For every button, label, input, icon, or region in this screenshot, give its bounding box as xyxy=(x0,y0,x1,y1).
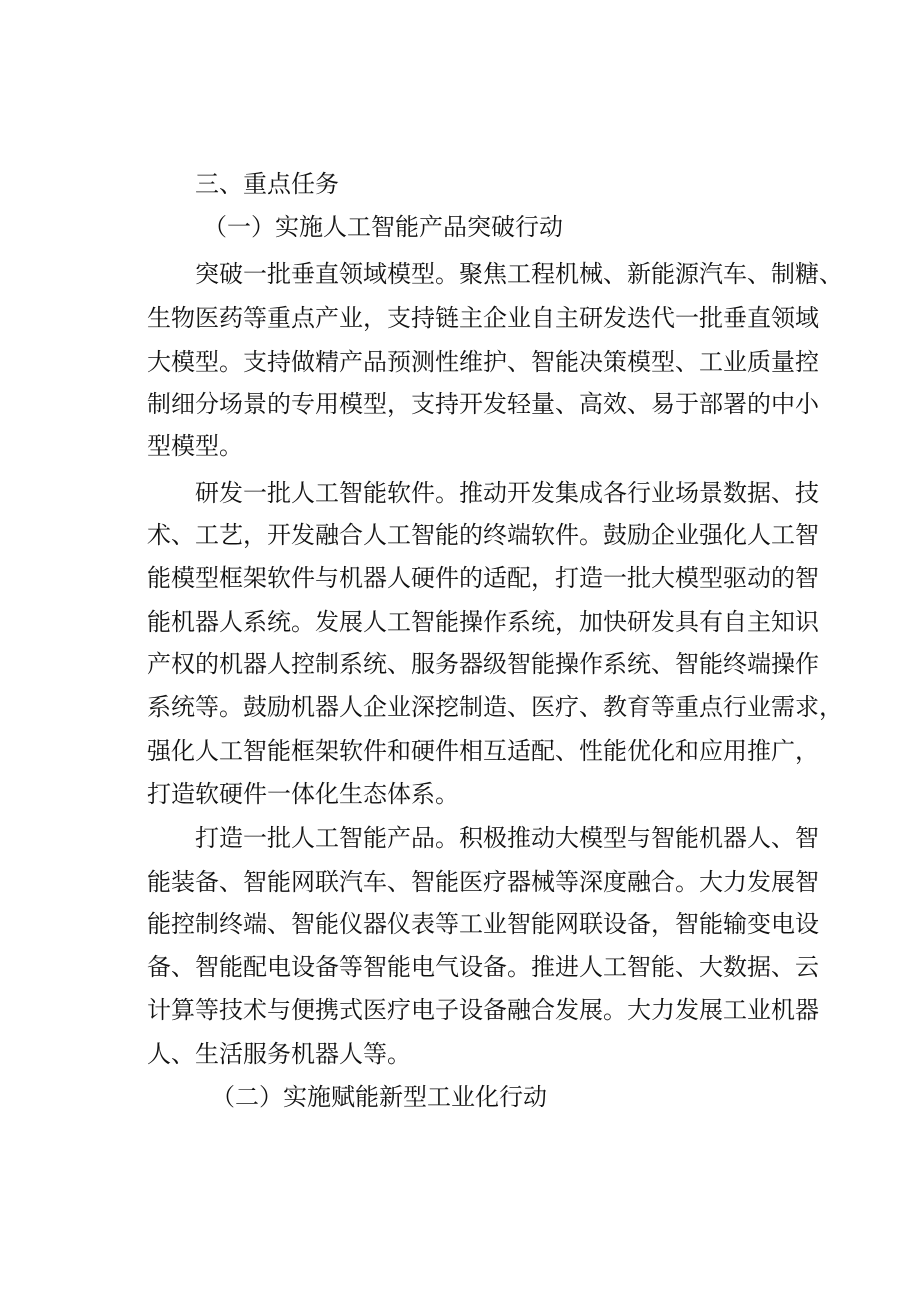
paragraph-2-line-3: 能模型框架软件与机器人硬件的适配，打造一批大模型驱动的智 xyxy=(147,564,819,592)
paragraph-2-line-1: 研发一批人工智能软件。推动开发集成各行业场景数据、技 xyxy=(195,479,819,507)
paragraph-2-line-7: 强化人工智能框架软件和硬件相互适配、性能优化和应用推广， xyxy=(147,737,819,765)
paragraph-1-line-1: 突破一批垂直领域模型。聚焦工程机械、新能源汽车、制糖、 xyxy=(195,260,843,288)
paragraph-1-line-3: 大模型。支持做精产品预测性维护、智能决策模型、工业质量控 xyxy=(147,348,819,376)
paragraph-1-line-2: 生物医药等重点产业，支持链主企业自主研发迭代一批垂直领域 xyxy=(147,304,819,332)
subsection-heading-1: （一）实施人工智能产品突破行动 xyxy=(203,213,563,241)
paragraph-3-line-6: 人、生活服务机器人等。 xyxy=(147,1040,411,1068)
paragraph-3-line-3: 能控制终端、智能仪器仪表等工业智能网联设备，智能输变电设 xyxy=(147,910,819,938)
paragraph-1-line-5: 型模型。 xyxy=(147,432,243,460)
paragraph-2-line-6: 系统等。鼓励机器人企业深挖制造、医疗、教育等重点行业需求， xyxy=(147,693,843,721)
paragraph-1-line-4: 制细分场景的专用模型，支持开发轻量、高效、易于部署的中小 xyxy=(147,390,819,418)
paragraph-3-line-5: 计算等技术与便携式医疗电子设备融合发展。大力发展工业机器 xyxy=(147,996,819,1024)
paragraph-3-line-1: 打造一批人工智能产品。积极推动大模型与智能机器人、智 xyxy=(195,824,819,852)
paragraph-3-line-4: 备、智能配电设备等智能电气设备。推进人工智能、大数据、云 xyxy=(147,953,819,981)
subsection-heading-2: （二）实施赋能新型工业化行动 xyxy=(211,1083,547,1111)
paragraph-3-line-2: 能装备、智能网联汽车、智能医疗器械等深度融合。大力发展智 xyxy=(147,868,819,896)
paragraph-2-line-4: 能机器人系统。发展人工智能操作系统，加快研发具有自主知识 xyxy=(147,608,819,636)
paragraph-2-line-5: 产权的机器人控制系统、服务器级智能操作系统、智能终端操作 xyxy=(147,650,819,678)
paragraph-2-line-8: 打造软硬件一体化生态体系。 xyxy=(147,780,459,808)
paragraph-2-line-2: 术、工艺，开发融合人工智能的终端软件。鼓励企业强化人工智 xyxy=(147,521,819,549)
section-heading: 三、重点任务 xyxy=(195,170,339,198)
